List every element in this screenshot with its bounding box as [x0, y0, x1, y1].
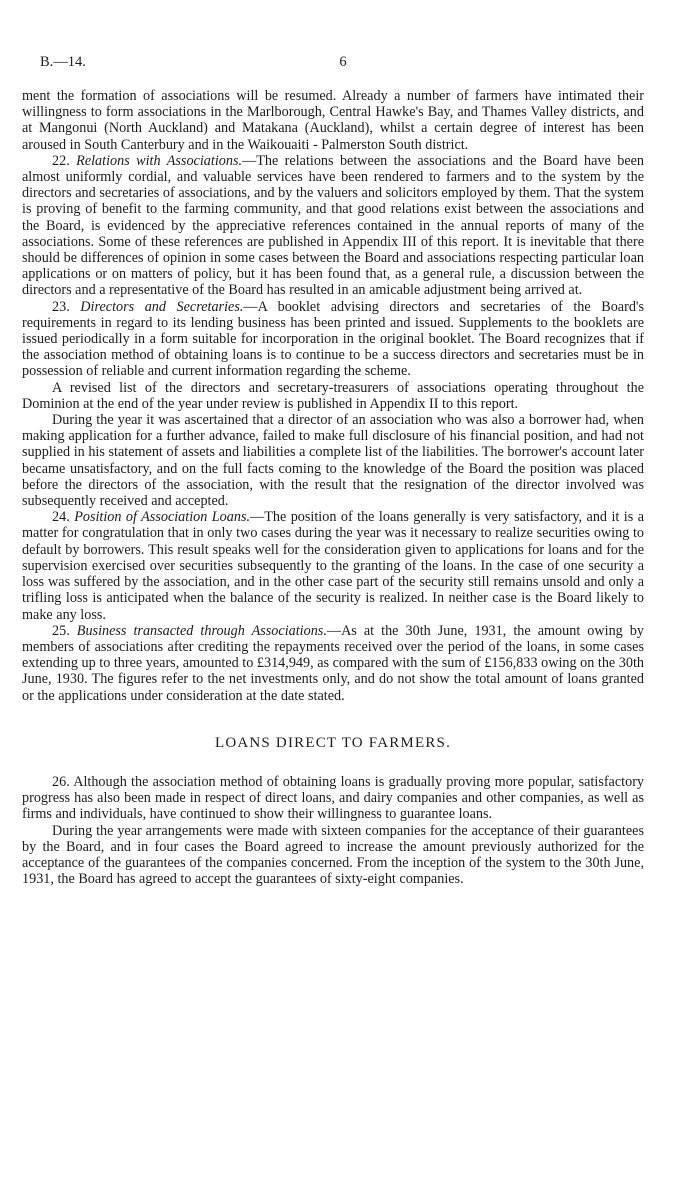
paragraph-number: 25.	[52, 622, 70, 639]
paragraph-number: 23.	[52, 298, 70, 315]
paragraph-text: Although the association method of obtaining loans is gradually proving more popular, satisfactory progress has also been made in respect of direct loans, and dairy companies and other companies, as well as firms and individuals, have continued to show their willingness to guarantee loans.	[22, 773, 645, 823]
paragraph-heading: Directors and Secretaries.	[80, 298, 244, 315]
paragraph-number: 26.	[52, 773, 70, 790]
paragraph-22	[22, 153, 644, 299]
paragraph-26	[22, 774, 644, 823]
paragraph-number: 24.	[52, 509, 70, 526]
paragraph-23-director-disclosure	[22, 412, 644, 509]
section-heading: LOANS DIRECT TO FARMERS.	[214, 734, 452, 751]
paragraph-25	[22, 623, 644, 704]
paragraph-continuation	[22, 88, 644, 153]
paragraph-text: —As at the 30th June, 1931, the amount owing by members of associations after crediting the repayments received over the period of the loans, in some cases extending up to three years, amounted to £314,949, as compared with the sum of £156,833 owing on the 30th June, 1930. The figures refer to the net investments only, and do not show the total amount of loans granted or the applications under consideration at the date stated.	[22, 622, 644, 704]
paragraph-heading: Business transacted through Associations.	[76, 622, 327, 639]
paragraph-text: During the year arrangements were made with sixteen companies for the acceptance of their guarantees by the Board, and in four cases the Board agreed to increase the amount previously authorized for the acceptance of the guarantees of the companies concerned. From the inception of the system to the 30th June, 1931, the Board has agreed to accept the guarantees of sixty-eight companies.	[22, 822, 644, 888]
paragraph-23	[22, 299, 644, 380]
paragraph-text: —The relations between the associations and the Board have been almost uniformly cordial, and valuable services have been rendered to farmers and to the system by the directors and secretaries of associations, and by the valuers and solicitors employed by them. That the system is proving of benefit to the farming community, and that good relations exist between the associations and the Board, is evidenced by the appreciative references contained in the annual reports of many of the associations. Some of these references are published in Appendix III of this report. It is inevitable that there should be differences of opinion in some cases between the Board and associations respecting particular loan applications or on matters of policy, but it has been found that, as a general rule, a discussion between the directors and a representative of the Board has resulted in an amicable adjustment being arrived at.	[22, 152, 645, 299]
paragraph-text: During the year it was ascertained that a director of an association who was also a borrower had, when making application for a further advance, failed to make full disclosure of his financial position, and had not supplied in his statement of assets and liabilities a complete list of the liabilities. The borrower's account later became unsatisfactory, and on the full facts coming to the knowledge of the Board the position was placed before the directors of the association, with the result that the resignation of the director involved was subsequently received and accepted.	[22, 412, 644, 510]
paragraph-text: —The position of the loans generally is very satisfactory, and it is a matter for congratulation that in only two cases during the year was it necessary to realize securities owing to default by borrowers. This result speaks well for the consideration given to applications for loans and for the supervision exercised over securities subsequently to the granting of the loans. In the case of one security a loss was suffered by the association, and in the other case part of the security still remains unsold and only a trifling loss is anticipated when the balance of the security is realized. In neither case is the Board likely to make any loss.	[22, 509, 644, 623]
paragraph-number: 22.	[52, 152, 70, 169]
body-text	[22, 88, 644, 887]
paragraph-23-directors-list	[22, 380, 644, 412]
paragraph-heading: Position of Association Loans.	[74, 509, 251, 526]
page-number: 6	[339, 54, 347, 70]
paragraph-24	[22, 509, 644, 622]
paragraph-text: ment the formation of associations will be resumed. Already a number of farmers have intimated their willingness to form associations in the Marlborough, Central Hawke's Bay, and Thames Valley districts, and at Mangonui (North Auckland) and Matakana (Auckland), whilst a certain degree of interest has been aroused in South Canterbury and in the Waikouaiti - Palmerston South district.	[22, 88, 644, 153]
paragraph-26-guarantees	[22, 823, 644, 888]
paragraph-text: —A booklet advising directors and secretaries of the Board's requirements in regard to its lending business has been printed and issued. Supplements to the booklets are issued periodically in a form suitable for incorporation in the original booklet. The Board recognizes that if the association method of obtaining loans is to continue to be a success directors and secretaries must be in possession of reliable and current information regarding the scheme.	[22, 298, 644, 380]
paragraph-text: A revised list of the directors and secretary-treasurers of associations operating throughout the Dominion at the end of the year under review is published in Appendix II to this report.	[22, 379, 644, 412]
paragraph-heading: Relations with Associations.	[76, 152, 243, 169]
running-header	[40, 54, 646, 74]
document-reference: B.—14.	[40, 54, 86, 70]
